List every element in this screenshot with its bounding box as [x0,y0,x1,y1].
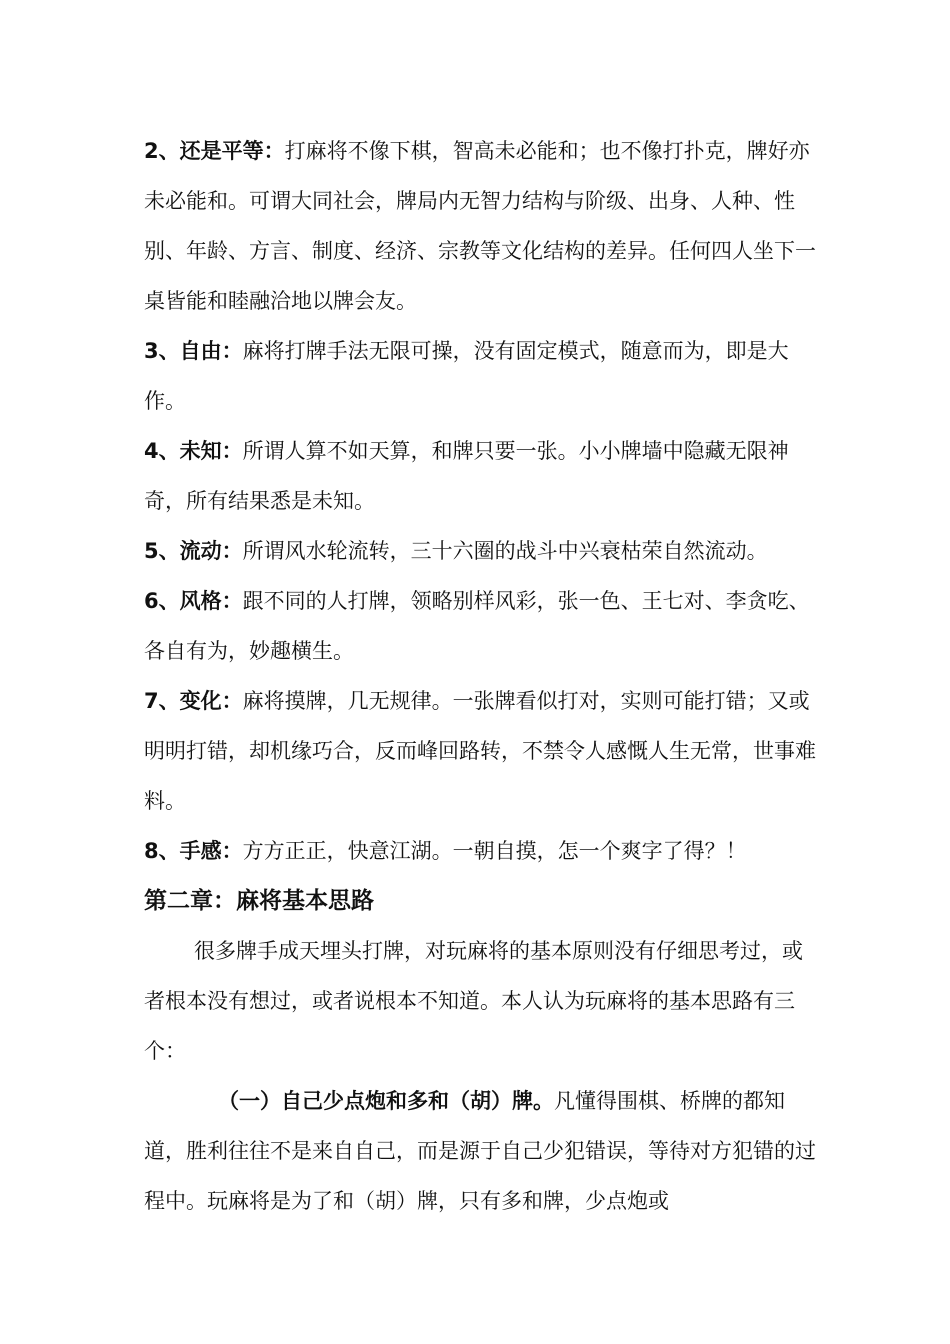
item-4-text: 所谓人算不如天算，和牌只要一张。小小牌墙中隐藏无限神奇，所有结果悉是未知。 [144,439,789,513]
item-4-paragraph [144,426,816,526]
item-6-text: 跟不同的人打牌，领略别样风彩，张一色、王七对、李贪吃、各自有为，妙趣横生。 [144,589,810,663]
principle-1-text: 凡懂得围棋、桥牌的都知道，胜利往往不是来自自己，而是源于自己少犯错误，等待对方犯错的过程中。玩麻将是为了和（胡）牌，只有多和牌，少点炮或 [144,1089,816,1213]
item-6-paragraph [144,576,816,676]
item-4-label: 4、未知： [144,439,243,463]
principle-1-label: （一）自己少点炮和多和（胡）牌。 [218,1089,554,1113]
item-7-text: 麻将摸牌，几无规律。一张牌看似打对，实则可能打错；又或明明打错，却机缘巧合，反而峰回路转，不禁令人感慨人生无常，世事难料。 [144,689,816,813]
item-7-label: 7、变化： [144,689,243,713]
item-5-text: 所谓风水轮流转，三十六圈的战斗中兴衰枯荣自然流动。 [242,539,768,563]
item-3-label: 3、自由： [144,339,243,363]
item-2-text: 打麻将不像下棋，智高未必能和；也不像打扑克，牌好亦未必能和。可谓大同社会，牌局内无智力结构与阶级、出身、人种、性别、年龄、方言、制度、经济、宗教等文化结构的差异。任何四人坐下一桌皆能和睦融洽地以牌会友。 [144,139,816,313]
item-8-paragraph [144,826,816,876]
item-3-paragraph [144,326,816,426]
item-7-paragraph [144,676,816,826]
item-8-text: 方方正正，快意江湖。一朝自摸，怎一个爽字了得？！ [242,839,747,863]
document-body [144,126,816,1226]
item-3-text: 麻将打牌手法无限可操，没有固定模式，随意而为，即是大作。 [144,339,789,413]
item-2-paragraph [144,126,816,326]
chapter-heading: 第二章：麻将基本思路 [144,888,374,914]
item-2-label: 2、还是平等： [144,139,285,163]
intro-paragraph: 很多牌手成天埋头打牌，对玩麻将的基本原则没有仔细思考过，或者根本没有想过，或者说根本不知道。本人认为玩麻将的基本思路有三个： [144,939,803,1063]
item-8-label: 8、手感： [144,839,243,863]
item-5-label: 5、流动： [144,539,243,563]
principle-1-paragraph [144,1076,816,1226]
item-5-paragraph [144,526,816,576]
item-6-label: 6、风格： [144,589,243,613]
